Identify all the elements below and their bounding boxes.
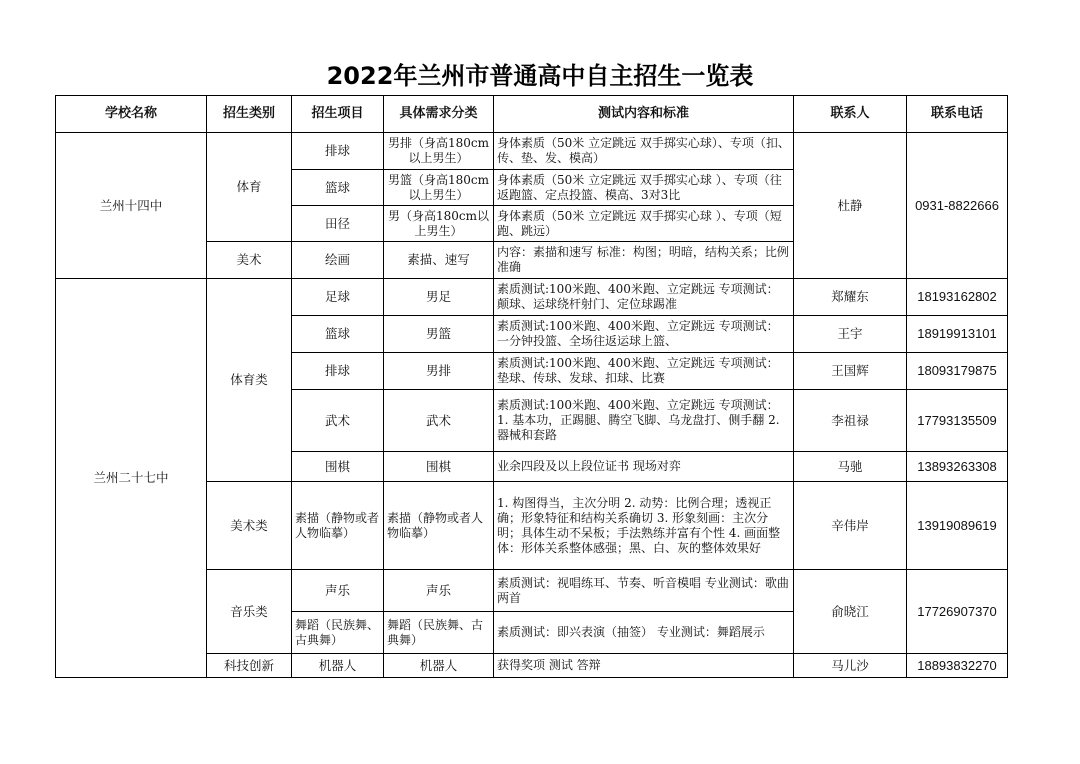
project-cell: 素描（静物或者人物临摹） [292,482,384,570]
test-cell: 1. 构图得当，主次分明 2. 动势：比例合理；透视正确；形象特征和结构关系确切 3. 形象刻画：主次分明；具体生动不呆板；手法熟练并富有个性 4. 画面整体：形体关系整体感强；黑、白、灰的整体效果好 [494,482,794,570]
header-school: 学校名称 [56,96,207,133]
need-cell: 舞蹈（民族舞、古典舞） [384,612,494,654]
phone-cell: 13893263308 [907,452,1008,482]
contact-cell: 俞晓江 [794,570,907,654]
test-cell: 素质测试：即兴表演（抽签） 专业测试：舞蹈展示 [494,612,794,654]
test-cell: 素质测试:100米跑、400米跑、立定跳远 专项测试：1. 基本功，正踢腿、腾空飞脚、乌龙盘打、侧手翻 2. 器械和套路 [494,390,794,452]
need-cell: 男排 [384,353,494,390]
test-cell: 身体素质（50米 立定跳远 双手掷实心球 ）、专项（往返跑篮、定点投篮、模高、3对3比 [494,170,794,206]
school-name: 兰州二十七中 [56,279,207,678]
page-title: 2022年兰州市普通高中自主招生一览表 [326,62,754,90]
project-cell: 机器人 [292,654,384,678]
admissions-table [55,95,1008,678]
need-cell: 男（身高180cm以上男生） [384,206,494,242]
need-cell: 围棋 [384,452,494,482]
header-test: 测试内容和标准 [494,96,794,133]
test-cell: 身体素质（50米 立定跳远 双手掷实心球 ）、专项（短跑、跳远） [494,206,794,242]
project-cell: 声乐 [292,570,384,612]
phone-cell: 18093179875 [907,353,1008,390]
project-cell: 排球 [292,133,384,170]
need-cell: 武术 [384,390,494,452]
phone-cell: 18919913101 [907,316,1008,353]
test-cell: 素质测试：视唱练耳、节奏、听音模唱 专业测试：歌曲两首 [494,570,794,612]
phone-cell: 17793135509 [907,390,1008,452]
project-cell: 围棋 [292,452,384,482]
category-cell: 体育类 [207,279,292,482]
table-header-row [56,96,1008,133]
category-cell: 体育 [207,133,292,242]
header-project: 招生项目 [292,96,384,133]
project-cell: 足球 [292,279,384,316]
table-row [56,133,1008,170]
test-cell: 素质测试:100米跑、400米跑、立定跳远 专项测试：颠球、运球绕杆射门、定位球踢准 [494,279,794,316]
contact-cell: 辛伟岸 [794,482,907,570]
need-cell: 男篮 [384,316,494,353]
contact-cell: 郑耀东 [794,279,907,316]
header-category: 招生类别 [207,96,292,133]
contact-cell: 王国辉 [794,353,907,390]
need-cell: 男排（身高180cm以上男生） [384,133,494,170]
table-row [56,279,1008,316]
test-cell: 业余四段及以上段位证书 现场对弈 [494,452,794,482]
project-cell: 篮球 [292,170,384,206]
category-cell: 音乐类 [207,570,292,654]
need-cell: 声乐 [384,570,494,612]
need-cell: 机器人 [384,654,494,678]
contact-cell: 马儿沙 [794,654,907,678]
phone-cell: 18193162802 [907,279,1008,316]
contact-cell: 马驰 [794,452,907,482]
need-cell: 素描、速写 [384,242,494,279]
project-cell: 绘画 [292,242,384,279]
project-cell: 篮球 [292,316,384,353]
contact-cell: 李祖禄 [794,390,907,452]
phone-cell: 17726907370 [907,570,1008,654]
test-cell: 内容：素描和速写 标准：构图；明暗，结构关系；比例准确 [494,242,794,279]
phone-cell: 13919089619 [907,482,1008,570]
category-cell: 美术 [207,242,292,279]
header-phone: 联系电话 [907,96,1008,133]
contact-cell: 杜静 [794,133,907,279]
school-name: 兰州十四中 [56,133,207,279]
need-cell: 男足 [384,279,494,316]
category-cell: 美术类 [207,482,292,570]
phone-cell: 0931-8822666 [907,133,1008,279]
project-cell: 排球 [292,353,384,390]
project-cell: 武术 [292,390,384,452]
test-cell: 身体素质（50米 立定跳远 双手掷实心球）、专项（扣、传、垫、发、模高） [494,133,794,170]
project-cell: 田径 [292,206,384,242]
phone-cell: 18893832270 [907,654,1008,678]
test-cell: 获得奖项 测试 答辩 [494,654,794,678]
project-cell: 舞蹈（民族舞、古典舞） [292,612,384,654]
contact-cell: 王宇 [794,316,907,353]
category-cell: 科技创新 [207,654,292,678]
need-cell: 男篮（身高180cm以上男生） [384,170,494,206]
test-cell: 素质测试:100米跑、400米跑、立定跳远 专项测试：垫球、传球、发球、扣球、比赛 [494,353,794,390]
header-contact: 联系人 [794,96,907,133]
header-need: 具体需求分类 [384,96,494,133]
test-cell: 素质测试:100米跑、400米跑、立定跳远 专项测试：一分钟投篮、全场往返运球上篮、 [494,316,794,353]
need-cell: 素描（静物或者人物临摹） [384,482,494,570]
